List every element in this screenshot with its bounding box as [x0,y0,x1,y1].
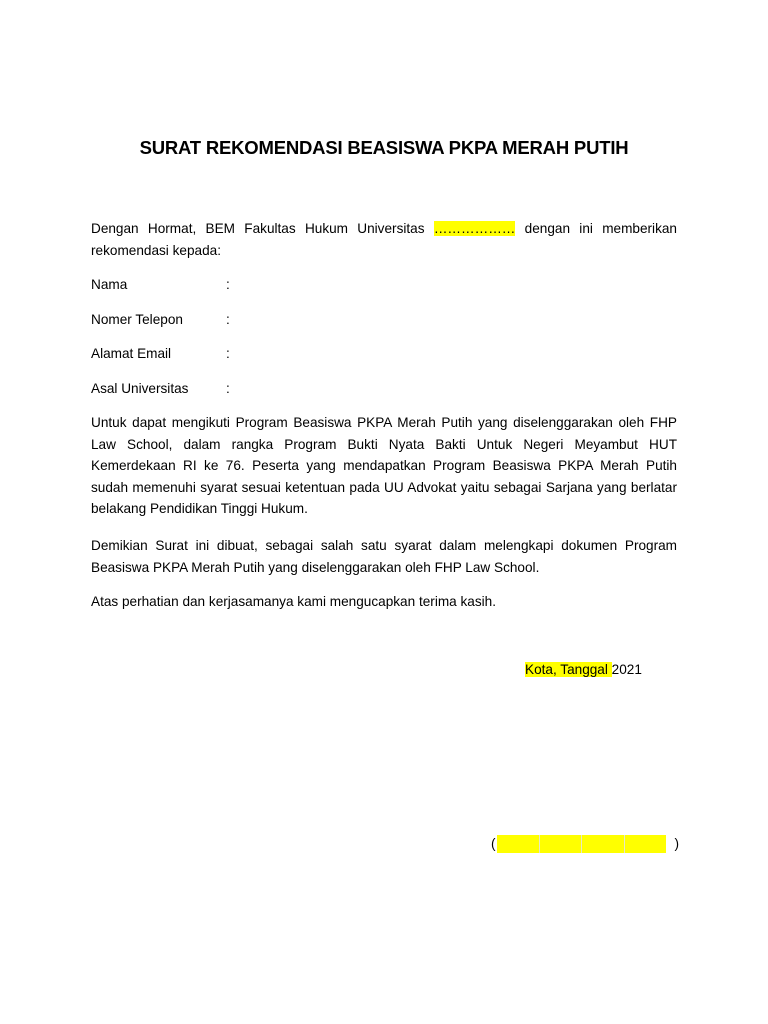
closing-paragraph: Atas perhatian dan kerjasamanya kami mengucapkan terima kasih. [91,594,497,609]
field-label: Alamat Email [91,346,172,361]
intro-text-before: Dengan Hormat, BEM Fakultas Hukum Universitas [91,221,434,236]
signature-block [491,834,681,854]
field-label: Asal Universitas [91,381,189,396]
field-nomer-telepon [91,310,391,330]
intro-paragraph [91,218,677,261]
field-colon: : [226,346,230,361]
field-label: Nama [91,277,128,292]
university-placeholder: ……………… [433,221,516,236]
signature-open-paren: ( [491,836,496,851]
body-paragraph-2: Demikian Surat ini dibuat, sebagai salah satu syarat dalam melengkapi dokumen Program Beasiswa PKPA Merah Putih yang diselenggarakan oleh FHP Law School. [91,538,677,575]
date-placeholder: Kota, Tanggal [525,662,612,677]
field-nama [91,275,391,295]
field-colon: : [226,312,230,327]
field-asal-universitas [91,379,391,399]
signature-name-placeholder [497,835,666,853]
body-paragraph-1: Untuk dapat mengikuti Program Beasiswa PKPA Merah Putih yang diselenggarakan oleh FHP Law School, dalam rangka Program Bukti Nyata Bakti Untuk Negeri Meyambut HUT Kemerdekaan RI ke 76. Peserta yang mendapatkan Program Beasiswa PKPA Merah Putih sudah memenuhi syarat sesuai ketentuan pada UU Advokat yaitu sebagai Sarjana yang berlatar belakang Pendidikan Tinggi Hukum. [91,415,677,516]
field-colon: : [226,277,230,292]
intro-text-after: dengan ini memberikan rekomendasi kepada: [91,221,677,258]
field-alamat-email [91,344,391,364]
signature-close-paren: ) [674,836,679,851]
field-colon: : [226,381,230,396]
document-title: SURAT REKOMENDASI BEASISWA PKPA MERAH PUTIH [139,137,629,158]
field-label: Nomer Telepon [91,312,183,327]
date-year: 2021 [611,662,642,677]
date-line [525,660,642,680]
